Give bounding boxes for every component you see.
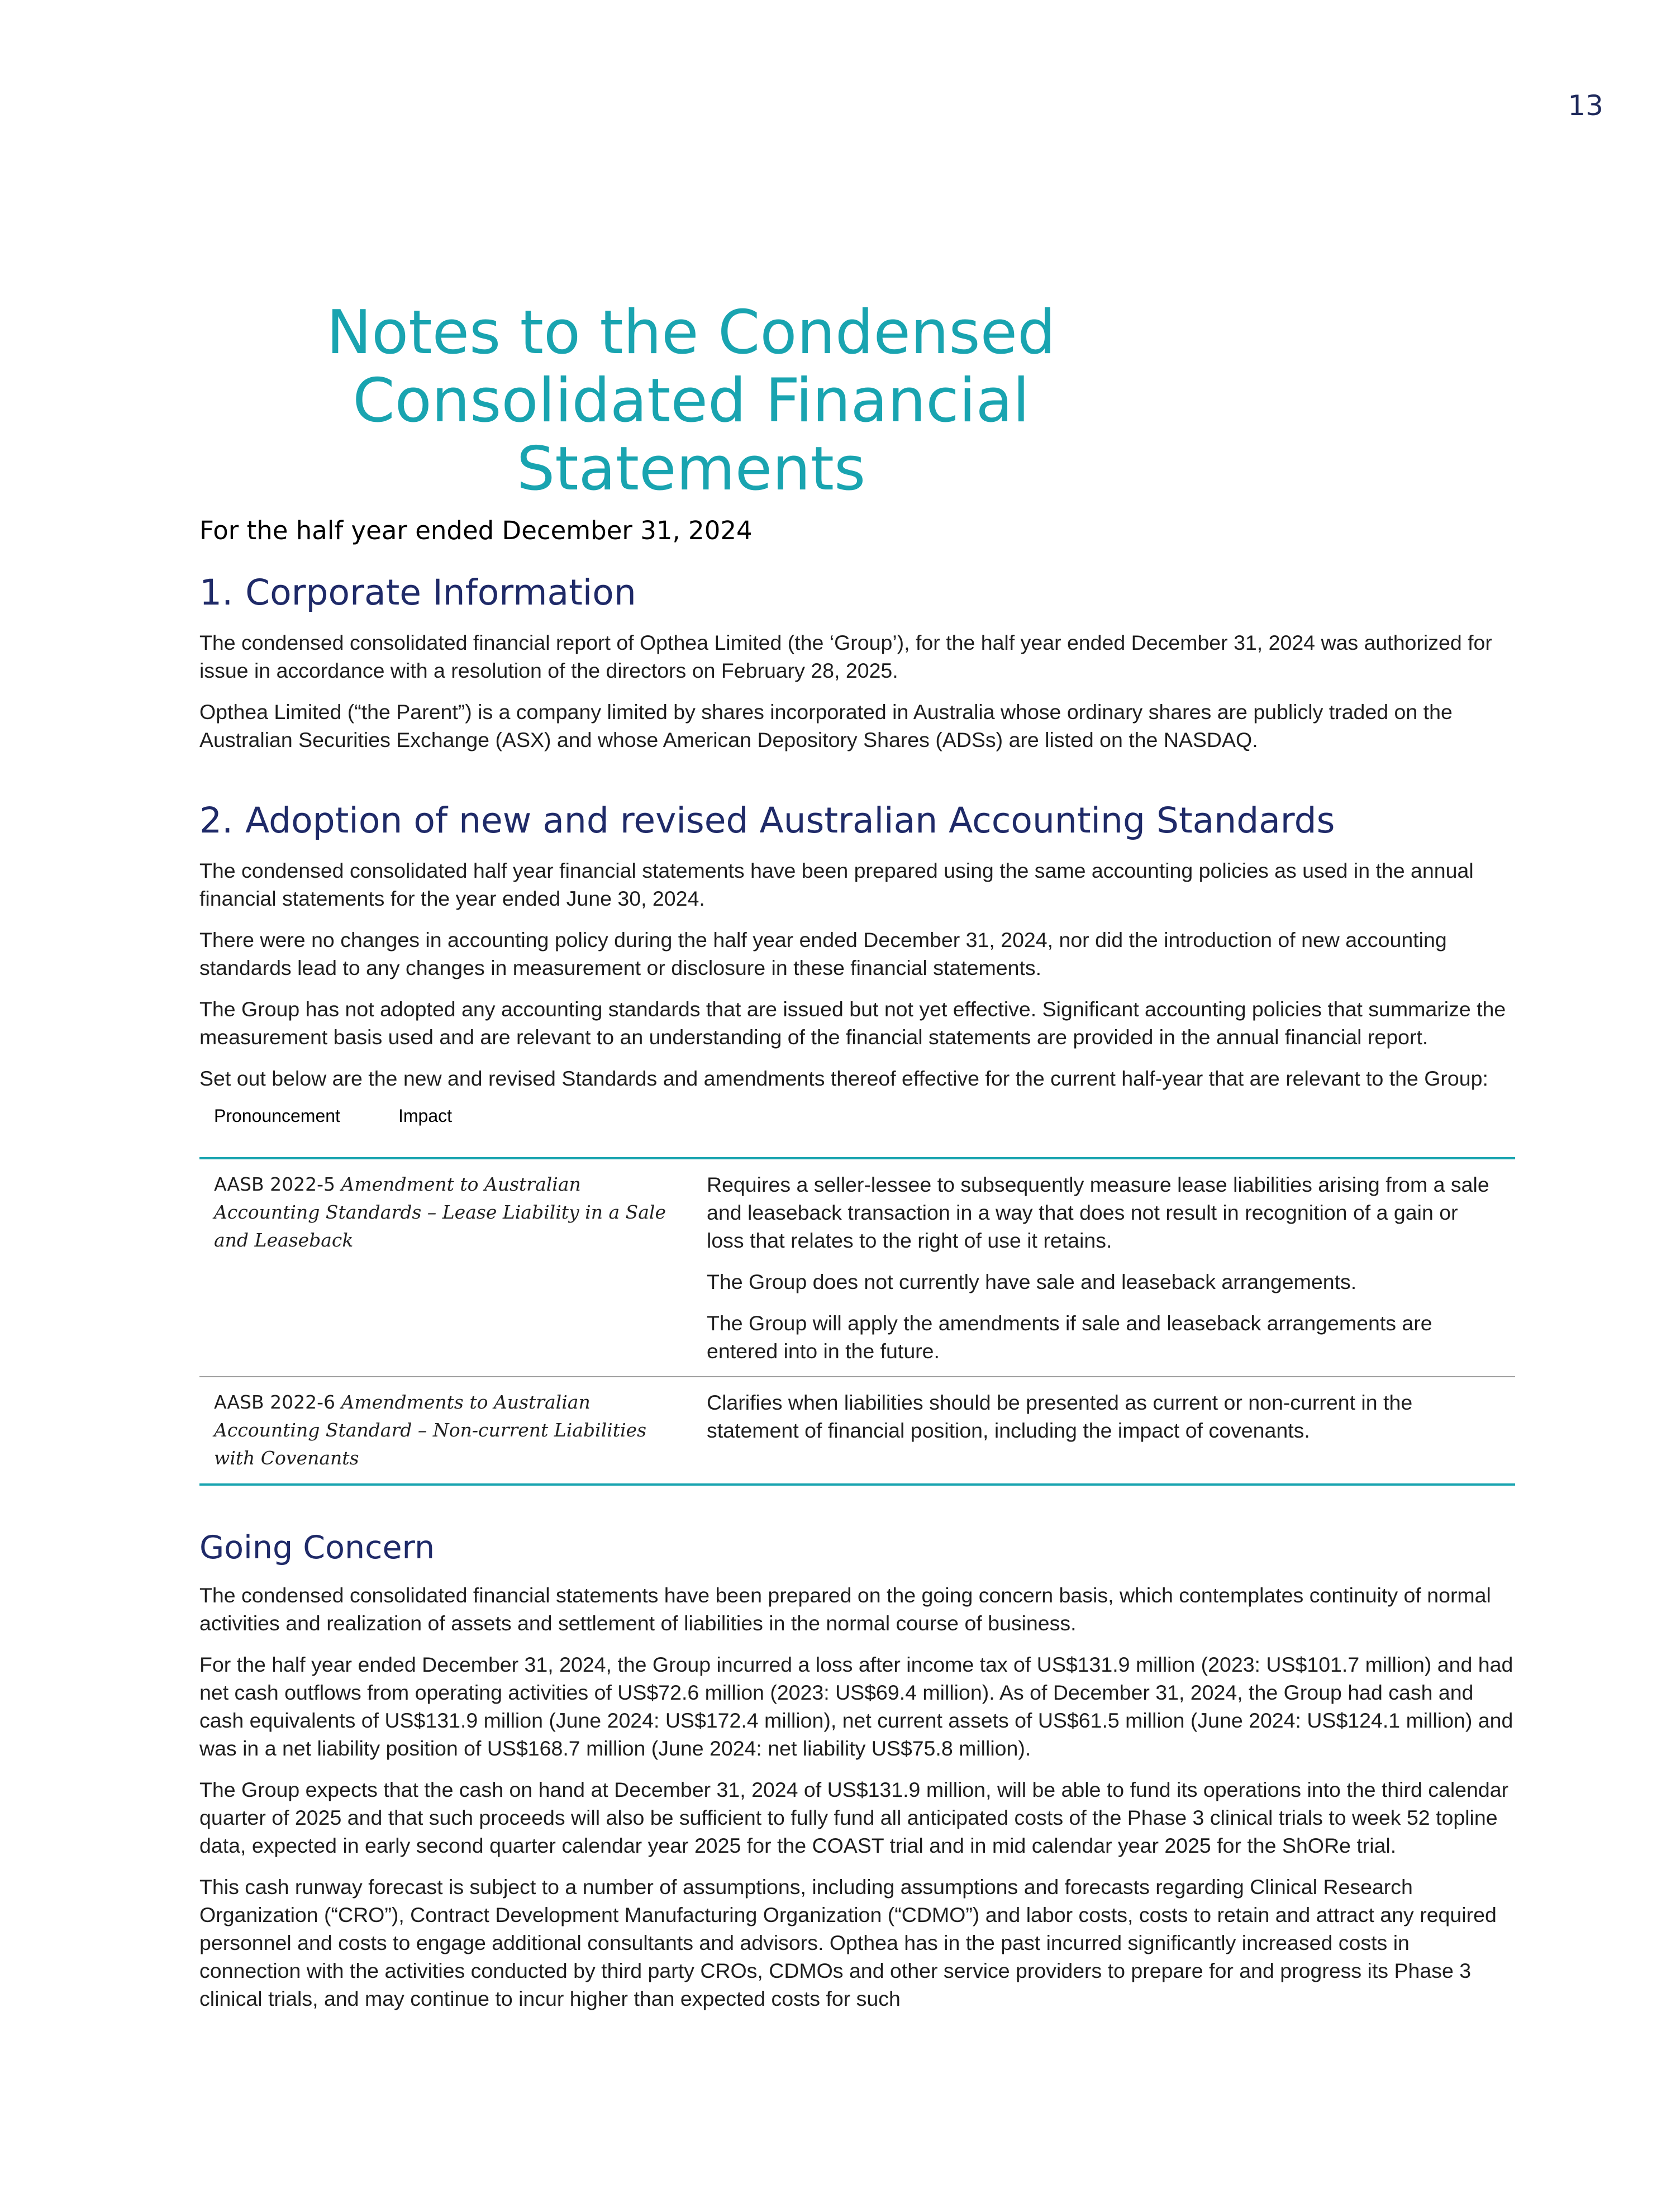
paragraph: The condensed consolidated financial statements have been prepared on the going concern basis, which contemplates continuity of normal activities and realization of assets and settlement of liabilities in the normal course of business. <box>199 1583 1491 1635</box>
impact-cell <box>692 1377 1515 1485</box>
impact-text: The Group does not currently have sale and leaseback arrangements. <box>707 1270 1357 1293</box>
impact-text: Requires a seller-lessee to subsequently measure lease liabilities arising from a sale and leaseback transaction in a way that does not result in recognition of a gain or loss that relates to the right of use it retains. <box>707 1173 1489 1252</box>
pronouncement-cell <box>199 1377 692 1485</box>
table-header <box>199 1106 1515 1126</box>
standard-title: Amendment to Australian Accounting Standards – Lease Liability in a Sale and Leaseback <box>214 1173 666 1251</box>
standard-code: AASB 2022-5 <box>214 1173 336 1195</box>
section-number: 2. <box>199 800 234 841</box>
paragraph: The condensed consolidated financial report of Opthea Limited (the ‘Group’), for the half year ended December 31, 2024 was authorized for issue in accordance with a resolution of the directors on February 28, 2025. <box>199 631 1492 682</box>
paragraph: Set out below are the new and revised Standards and amendments thereof effective for the current half-year that are relevant to the Group: <box>199 1067 1488 1090</box>
table-row <box>199 1377 1515 1485</box>
page-number: 13 <box>1568 89 1603 122</box>
page-title-line-2: Consolidated Financial Statements <box>353 366 1030 504</box>
section-heading <box>199 798 1515 843</box>
paragraph: This cash runway forecast is subject to a number of assumptions, including assumptions and forecasts regarding Clinical Research Organization (“CRO”), Contract Development Manufacturing Organization (“CDMO”) and labor costs, costs to retain and attract any required personnel and costs to engage additional consultants and advisors. Opthea has in the past incurred significantly increased costs in connection with the activities conducted by third party CROs, CDMOs and other service providers to prepare for and progress its Phase 3 clinical trials, and may continue to incur higher than expected costs for such <box>199 1875 1497 2010</box>
section-heading: Going Concern <box>199 1529 435 1566</box>
paragraph: The Group has not adopted any accounting standards that are issued but not yet effective. Significant accounting policies that summarize the measurement basis used and are relevant to an understanding of the financial statements are provided in the annual financial report. <box>199 997 1506 1049</box>
column-header-pronouncement: Pronouncement <box>214 1106 340 1126</box>
section-adoption-standards <box>199 798 1515 1486</box>
section-title: Adoption of new and revised Australian Accounting Standards <box>245 800 1335 841</box>
section-going-concern <box>199 1528 1515 2013</box>
section-heading <box>199 570 1515 615</box>
paragraph: For the half year ended December 31, 2024, the Group incurred a loss after income tax of US$131.9 million (2023: US$101.7 million) and had net cash outflows from operating activities of US$72.6 million (2023: US$69.4 million). As of December 31, 2024, the Group had cash and cash equivalents of US$131.9 million (June 2024: US$172.4 million), net current assets of US$61.5 million (June 2024: US$124.1 million) and was in a net liability position of US$168.7 million (June 2024: net liability US$75.8 million). <box>199 1653 1513 1760</box>
impact-text: Clarifies when liabilities should be presented as current or non-current in the statement of financial position, including the impact of covenants. <box>707 1391 1413 1442</box>
impact-text: The Group will apply the amendments if sale and leaseback arrangements are entered into in the future. <box>707 1311 1432 1363</box>
standards-table <box>199 1157 1515 1486</box>
impact-cell <box>692 1158 1515 1377</box>
pronouncement-cell <box>199 1158 692 1377</box>
section-number: 1. <box>199 572 234 613</box>
table-row <box>199 1158 1515 1377</box>
paragraph: The condensed consolidated half year financial statements have been prepared using the same accounting policies as used in the annual financial statements for the year ended June 30, 2024. <box>199 859 1474 910</box>
page-title-line-1: Notes to the Condensed <box>326 298 1056 368</box>
paragraph: There were no changes in accounting policy during the half year ended December 31, 2024, nor did the introduction of new accounting standards lead to any changes in measurement or disclosure in these financial statements. <box>199 928 1447 979</box>
section-title: Corporate Information <box>245 572 636 613</box>
page-title <box>199 299 1183 503</box>
standard-title: Amendments to Australian Accounting Standard – Non-current Liabilities with Covenants <box>214 1391 647 1469</box>
column-header-impact: Impact <box>398 1106 453 1126</box>
standard-code: AASB 2022-6 <box>214 1391 336 1413</box>
page-content <box>199 299 1515 2026</box>
section-corporate-information <box>199 570 1515 754</box>
page-subtitle: For the half year ended December 31, 2024 <box>199 516 753 545</box>
paragraph: The Group expects that the cash on hand at December 31, 2024 of US$131.9 million, will be able to fund its operations into the third calendar quarter of 2025 and that such proceeds will also be sufficient to fully fund all anticipated costs of the Phase 3 clinical trials to week 52 topline data, expected in early second quarter calendar year 2025 for the COAST trial and in mid calendar year 2025 for the ShORe trial. <box>199 1778 1509 1857</box>
paragraph: Opthea Limited (“the Parent”) is a company limited by shares incorporated in Australia whose ordinary shares are publicly traded on the Australian Securities Exchange (ASX) and whose American Depository Shares (ADSs) are listed on the NASDAQ. <box>199 700 1453 751</box>
